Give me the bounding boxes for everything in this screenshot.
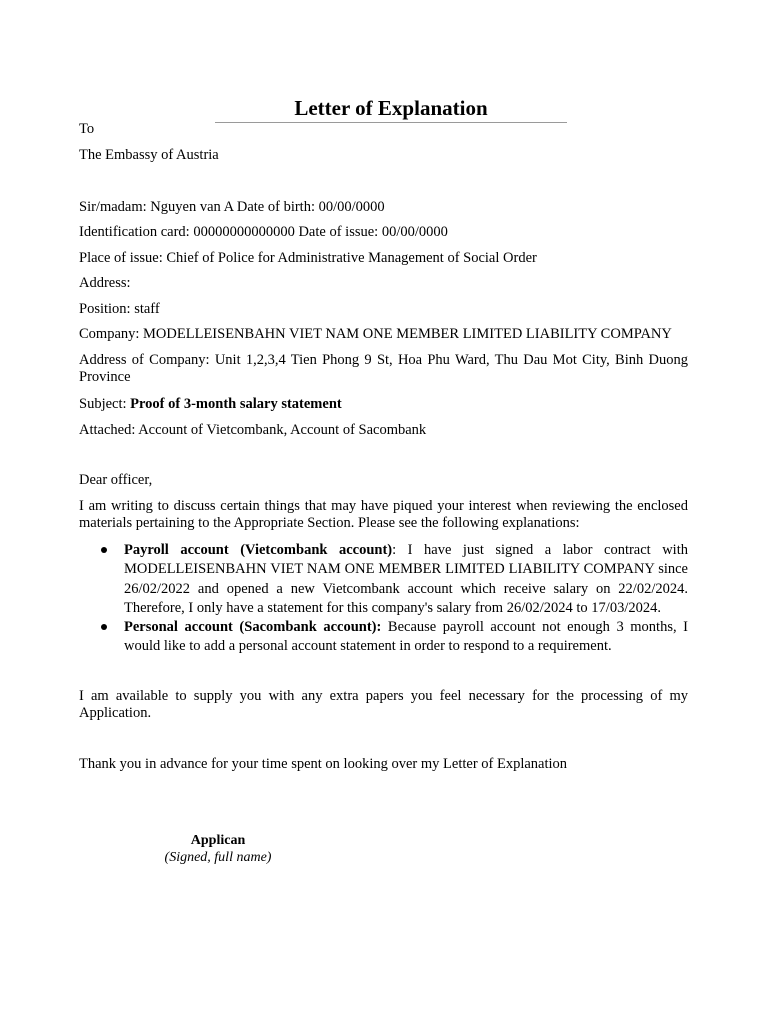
signature-name: Applican bbox=[190, 833, 246, 848]
thanks-line: Thank you in advance for your time spent on looking over my Letter of Explanation bbox=[79, 756, 568, 772]
list-item bbox=[79, 618, 688, 657]
id-line: Identification card: 00000000000000 Date of issue: 00/00/0000 bbox=[79, 224, 448, 240]
explanation-list bbox=[79, 541, 688, 657]
document-title: Letter of Explanation bbox=[294, 96, 488, 120]
to-label: To bbox=[79, 121, 95, 137]
list-item bbox=[79, 541, 688, 618]
attached-line: Attached: Account of Vietcombank, Account of Sacombank bbox=[79, 422, 427, 438]
recipient: The Embassy of Austria bbox=[79, 147, 219, 163]
bullet-text: : I have just signed a labor contract with MODELLEISENBAHN VIET NAM ONE MEMBER LIMITED LIABILITY COMPANY since 26/02/2022 and opened a new Vietcombank account which receive salary on 22/02/2024. Therefore, I only have a statement for this company's salary from 26/02/2024 to 17/03/2024. bbox=[124, 542, 688, 616]
salutation: Dear officer, bbox=[79, 472, 153, 488]
bullet-heading: Personal account (Sacombank account): bbox=[124, 619, 382, 636]
intro-paragraph: I am writing to discuss certain things that may have piqued your interest when reviewing the enclosed materials pertaining to the Appropriate Section. Please see the following explanations: bbox=[79, 498, 688, 531]
company-line: Company: MODELLEISENBAHN VIET NAM ONE MEMBER LIMITED LIABILITY COMPANY bbox=[79, 326, 672, 342]
bullet-heading: Payroll account (Vietcombank account) bbox=[124, 542, 393, 558]
company-address: Address of Company: Unit 1,2,3,4 Tien Phong 9 St, Hoa Phu Ward, Thu Dau Mot City, Binh Duong Province bbox=[79, 352, 688, 385]
subject-line bbox=[79, 396, 688, 413]
bullet-icon bbox=[101, 547, 107, 553]
bullet-text: Because payroll account not enough 3 months, I would like to add a personal account statement in order to respond to a requirement. bbox=[124, 619, 688, 655]
signature-note: (Signed, full name) bbox=[164, 850, 272, 865]
bullet-icon bbox=[101, 624, 107, 630]
availability-paragraph: I am available to supply you with any extra papers you feel necessary for the processing of my Application. bbox=[79, 688, 688, 721]
address-line: Address: bbox=[79, 275, 131, 291]
position-line: Position: staff bbox=[79, 301, 160, 317]
place-of-issue: Place of issue: Chief of Police for Administrative Management of Social Order bbox=[79, 250, 537, 266]
subject-value: Proof of 3-month salary statement bbox=[130, 396, 342, 412]
applicant-line: Sir/madam: Nguyen van A Date of birth: 00/00/0000 bbox=[79, 199, 385, 215]
subject-label: Subject: bbox=[79, 396, 131, 412]
